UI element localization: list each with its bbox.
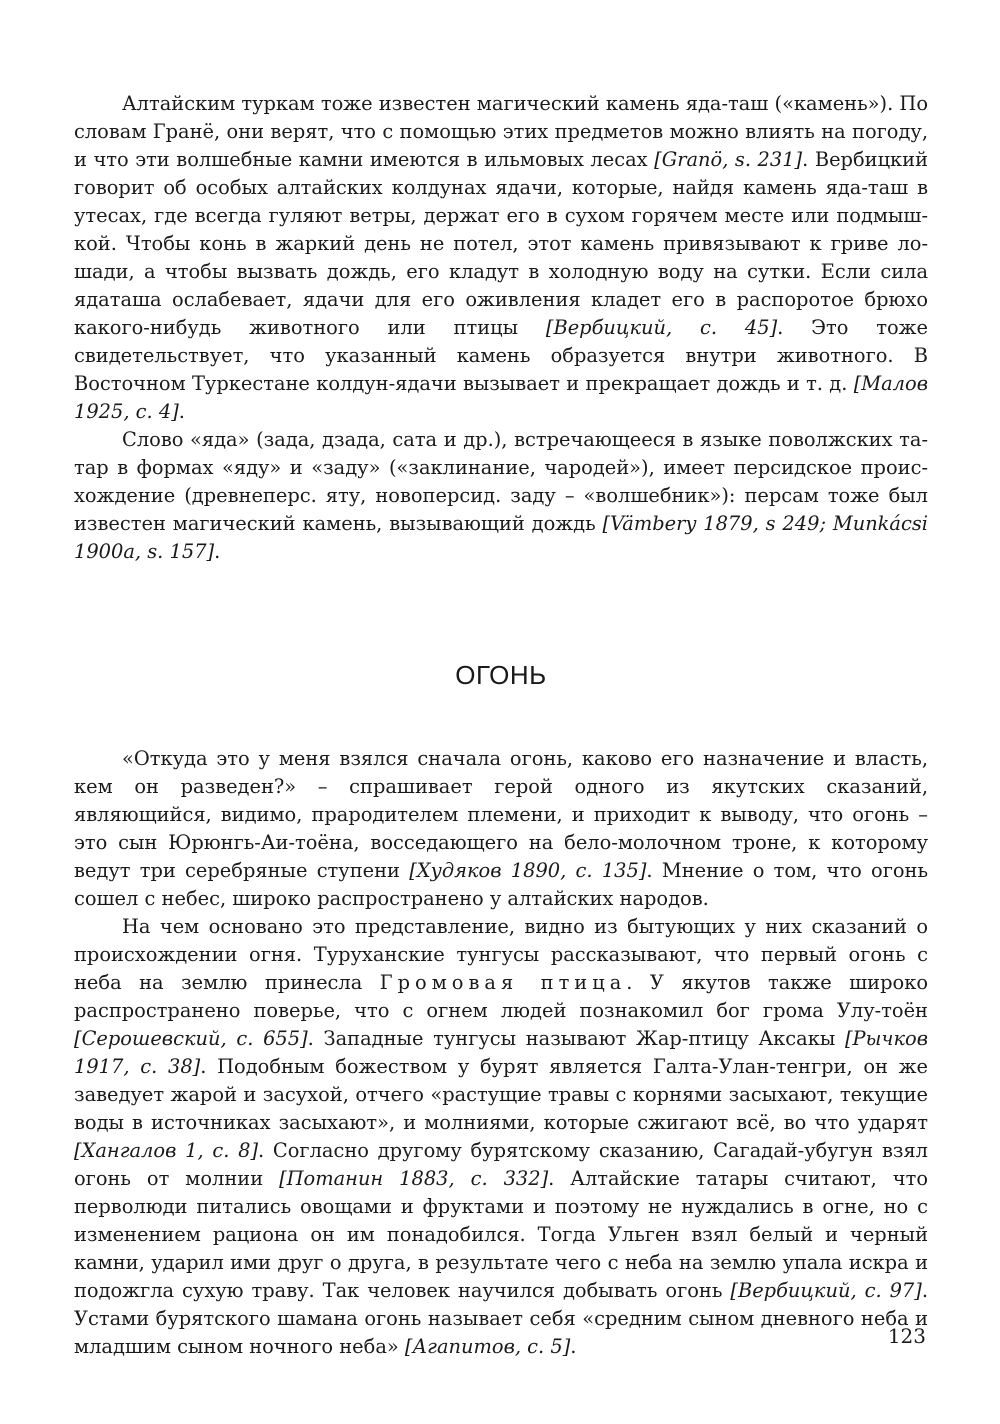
citation: [Серошевский, с. 655]: [74, 1027, 308, 1050]
text-run: . У якутов также широко распространено поверье, что с огнем людей познакомил бог грома Улу-тоён: [74, 971, 928, 1022]
citation: [Агапитов, с. 5]: [404, 1335, 571, 1358]
paragraph-fire-yakut-legend: [74, 745, 928, 913]
text-run: . Вербицкий говорит об особых алтайских колдунах ядачи, которые, найдя камень яда-таш в утесах, где всегда гуляют ветры, держат его в сухом горячем месте или подмышкой. Чтобы конь в жаркий день не потел, этот камень привязывают к гриве лошади, а чтобы вызвать дождь, его кладут в холодную воду на сутки. Если сила ядаташа ослабевает, ядачи для его оживления кладет его в распоротое брюхо какого-нибудь животного или птицы: [74, 148, 929, 339]
citation: [Вербицкий, с. 45]: [545, 316, 778, 339]
text-run: .: [178, 400, 185, 423]
text-run: «Откуда это у меня взялся сначала огонь, каково его назначение и власть, кем он разведен?» – спрашивает герой одного из якутских сказаний, являющийся, видимо, прародителем племени, и приходит к выводу, что огонь – это сын Юрюнгь-Аи-тоёна, восседающего на бело-молочном троне, к которому ведут три серебряные ступени: [74, 747, 928, 882]
citation: [Vämbery 1879, s 249; Munkácsi 1900a, s. 157]: [74, 512, 929, 563]
page-number: 123: [887, 1324, 926, 1348]
citation: [Вербицкий, с. 97]: [730, 1279, 922, 1302]
paragraph-fire-origin-myths: [74, 913, 928, 1361]
text-run: .: [570, 1335, 577, 1358]
emphasized-term: Громовая птица: [379, 971, 627, 994]
citation: [Хангалов 1, с. 8]: [74, 1139, 259, 1162]
citation: [Рычков 1917, с. 38]: [74, 1027, 928, 1078]
text-run: Алтайским туркам тоже известен магический камень яда-таш («камень»). По словам Гранё, они верят, что с помощью этих предметов можно влиять на погоду, и что эти волшебные камни имеются в ильмовых лесах: [74, 92, 928, 171]
text-run: . Подобным божеством у бурят является Галта-Улан-тенгри, он же заведует жарой и засухой, отчего «растущие травы с корнями засыхают, текущие воды в источниках засыхают», и молниями, которые сжигают всё, во что ударят: [74, 1055, 928, 1134]
text-run: . Алтайские татары считают, что перволюди питались овощами и фруктами и поэтому не нуждались в огне, но с изменением рациона он им понадобился. Тогда Ульген взял белый и черный камни, ударил ими друг о друга, в результате чего с неба на землю упала искра и подожгла сухую траву. Так человек научился добывать огонь: [74, 1167, 928, 1302]
citation: [Худяков 1890, с. 135]: [409, 859, 647, 882]
section-heading: ОГОНЬ: [455, 660, 547, 690]
citation: [Потанин 1883, с. 332]: [279, 1167, 549, 1190]
heading-spacer: [74, 691, 928, 745]
text-run: Слово «яда» (зада, дзада, сата и др.), встречающееся в языке поволжских татар в формах «яду» и «заду» («заклинание, чародей»), имеет персидское происхождение (древнеперс. яту, новоперсид. заду – «волшебник»): персам тоже был известен магический камень, вызывающий дождь: [74, 428, 928, 535]
page-body: [74, 90, 928, 1390]
text-run: На чем основано это представление, видно из бытующих у них сказаний о происхождении огня. Туруханские тунгусы рассказывают, что первый огонь с неба на землю принесла: [74, 915, 928, 994]
text-run: . Это тоже свидетельствует, что указанный камень образуется внутри животного. В Восточном Туркестане колдун-ядачи вызывает и прекращает дождь и т. д.: [74, 316, 928, 395]
text-run: . Устами бурятского шамана огонь называет себя «средним сыном дневного неба и младшим сыном ночного неба»: [74, 1279, 929, 1358]
text-run: .: [214, 540, 221, 563]
paragraph-yada-stone: [74, 90, 928, 426]
text-run: . Мнение о том, что огонь сошел с небес, широко распространено у алтайских народов.: [74, 859, 929, 910]
citation: [Малов 1925, с. 4]: [74, 372, 928, 423]
text-run: . Западные тунгусы называют Жар-птицу Аксакы: [307, 1027, 845, 1050]
text-run: . Согласно другому бурятскому сказанию, Сагадай-убугун взял огонь от молнии: [74, 1139, 928, 1190]
paragraph-yada-word-origin: [74, 426, 928, 566]
section-spacer: [74, 566, 928, 659]
citation: [Granö, s. 231]: [654, 148, 803, 171]
